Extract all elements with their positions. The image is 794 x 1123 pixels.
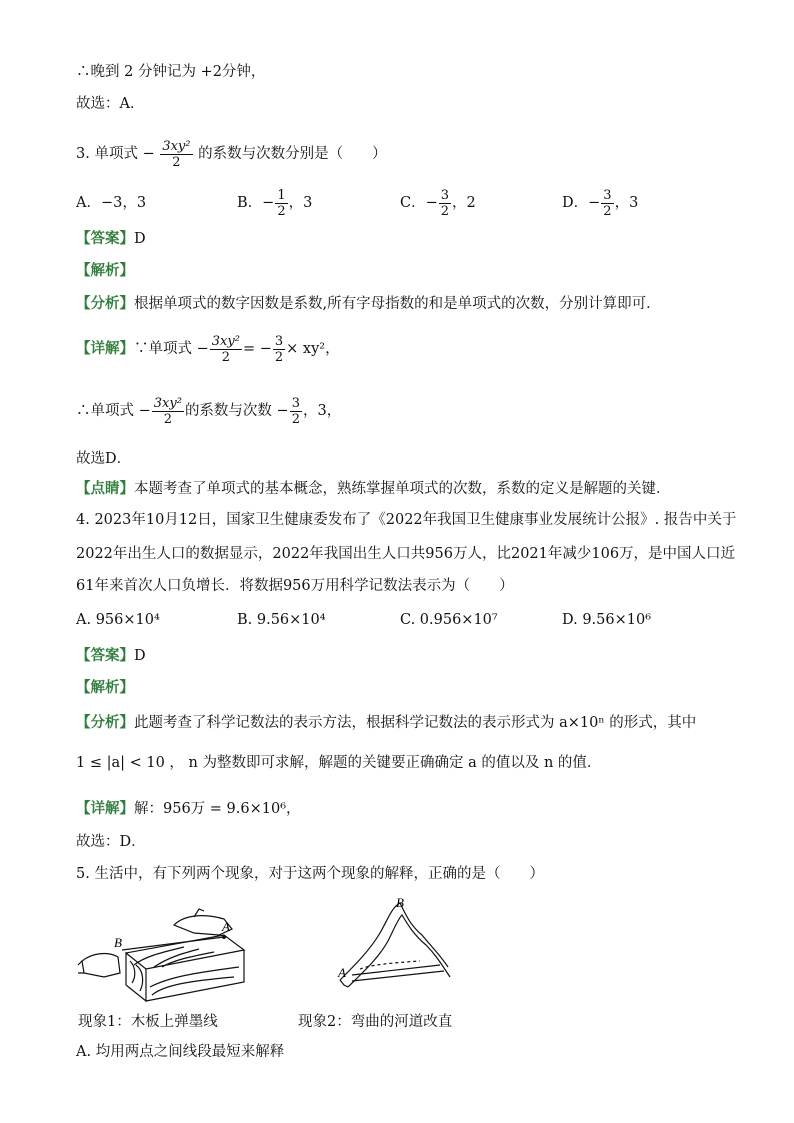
analysis-text: 此题考查了科学记数法的表示方法，根据科学记数法的表示形式为 a×10ⁿ 的形式，其中 xyxy=(134,715,697,731)
analysis-line xyxy=(76,294,661,314)
analysis-tag: 【解析】 xyxy=(76,679,134,696)
option-b: B. 9.56×10⁴ xyxy=(237,612,326,628)
detail-line xyxy=(76,331,340,367)
option-value: ，2 xyxy=(452,195,476,211)
point-a-label: A xyxy=(338,965,346,980)
option-a: A. 956×10⁴ xyxy=(76,612,160,628)
analysis-subtag: 【分析】 xyxy=(76,295,134,312)
question-text: 3. 单项式 xyxy=(76,146,138,162)
option-label: C． xyxy=(400,195,426,211)
question-4-line-3: 61年来首次人口负增长．将数据956万用科学记数法表示为（ ） xyxy=(76,578,514,594)
detail-line xyxy=(76,799,301,819)
question-4-line-2: 2022年出生人口的数据显示，2022年我国出生人口共956万人，比2021年减少106万，是中国人口近 xyxy=(76,546,736,562)
figure-caption-2: 现象2：弯曲的河道改直 xyxy=(298,1014,453,1030)
comment-text: 本题考查了单项式的基本概念，熟练掌握单项式的次数，系数的定义是解题的关键． xyxy=(134,481,671,497)
minus-sign: − xyxy=(142,146,155,162)
detail-text: ∴单项式 − xyxy=(76,403,151,419)
option-value: ，3 xyxy=(288,195,313,211)
question-3 xyxy=(76,137,387,171)
answer-tag: 【答案】 xyxy=(76,647,134,664)
fraction-numerator: 3xy² xyxy=(211,333,240,349)
answer-line xyxy=(76,646,146,666)
option-a: A．−3，3 xyxy=(76,195,147,211)
fraction-numerator: 3 xyxy=(603,187,612,203)
question-5: 5. 生活中，有下列两个现象，对于这两个现象的解释，正确的是（ ） xyxy=(76,866,544,882)
option-c: C. 0.956×10⁷ xyxy=(400,612,498,628)
question-text: 的系数与次数分别是（ ） xyxy=(198,146,387,162)
option-c xyxy=(400,186,476,220)
minus-sign: − xyxy=(425,195,438,211)
detail-text: ∵单项式 − xyxy=(134,341,209,357)
fraction xyxy=(152,396,184,427)
answer-tag: 【答案】 xyxy=(76,230,134,247)
detail-text: × xy²， xyxy=(286,341,340,357)
point-b-label: B xyxy=(396,895,404,910)
detail-text: = − xyxy=(242,341,272,357)
fraction-denominator: 2 xyxy=(440,203,450,219)
point-a-label: A xyxy=(222,919,230,934)
text-line: ∴晚到 2 分钟记为 +2分钟， xyxy=(76,64,266,80)
comment-line xyxy=(76,479,671,499)
answer-line xyxy=(76,229,146,249)
analysis-line-2: 1 ≤ |a| < 10 ， n 为整数即可求解，解题的关键要正确确定 a 的值以及 n 的值． xyxy=(76,755,602,771)
analysis-tag: 【解析】 xyxy=(76,262,134,279)
option-d: D. 9.56×10⁶ xyxy=(562,612,652,628)
detail-tag: 【详解】 xyxy=(76,800,134,817)
fraction-numerator: 3xy² xyxy=(162,138,191,154)
text-line: 故选：A． xyxy=(76,96,145,112)
fraction xyxy=(601,188,613,219)
minus-sign: − xyxy=(588,195,601,211)
fraction-denominator: 2 xyxy=(277,203,286,219)
option-label: D． xyxy=(562,195,589,211)
option-a: A. 均用两点之间线段最短来解释 xyxy=(76,1044,285,1060)
option-value: ，3 xyxy=(614,195,639,211)
fraction xyxy=(439,188,451,219)
detail-text: 的系数与次数 − xyxy=(184,403,289,419)
detail-text: ，3， xyxy=(302,403,342,419)
minus-sign: − xyxy=(262,195,275,211)
text-line: 故选D． xyxy=(76,451,132,467)
answer-value: D xyxy=(134,231,146,247)
point-a-marker xyxy=(222,935,226,939)
figure-caption-1: 现象1：木板上弹墨线 xyxy=(78,1014,218,1030)
fraction-numerator: 3 xyxy=(440,187,450,203)
text-line: 故选：D． xyxy=(76,834,146,850)
option-d xyxy=(562,186,638,220)
analysis-text: 根据单项式的数字因数是系数,所有字母指数的和是单项式的次数，分别计算即可． xyxy=(134,296,661,312)
fraction-denominator: 2 xyxy=(172,154,181,170)
fraction xyxy=(160,139,192,170)
option-b xyxy=(237,186,312,220)
fraction xyxy=(210,334,242,365)
fraction-numerator: 1 xyxy=(277,187,286,203)
fraction-numerator: 3 xyxy=(274,333,284,349)
board-figure xyxy=(74,905,254,1005)
option-label: B． xyxy=(237,195,263,211)
fraction-denominator: 2 xyxy=(603,203,612,219)
analysis-line xyxy=(76,713,696,733)
fraction xyxy=(275,188,287,219)
detail-line xyxy=(76,393,341,429)
comment-tag: 【点睛】 xyxy=(76,480,134,497)
fraction-denominator: 2 xyxy=(274,349,284,365)
fraction xyxy=(290,396,302,427)
fraction-denominator: 2 xyxy=(291,411,300,427)
analysis-subtag: 【分析】 xyxy=(76,714,134,731)
fraction-numerator: 3 xyxy=(291,395,300,411)
fraction-denominator: 2 xyxy=(221,349,230,365)
point-b-label: B xyxy=(114,935,122,950)
river-figure xyxy=(330,895,460,1005)
question-4: 4. 2023年10月12日，国家卫生健康委发布了《2022年我国卫生健康事业发展统计公报》. 报告中关于 xyxy=(76,512,737,528)
detail-text: 解：956万 = 9.6×10⁶， xyxy=(134,801,301,817)
fraction-denominator: 2 xyxy=(163,411,172,427)
fraction xyxy=(273,334,285,365)
detail-tag: 【详解】 xyxy=(76,340,134,357)
fraction-numerator: 3xy² xyxy=(153,395,182,411)
answer-value: D xyxy=(134,648,146,664)
